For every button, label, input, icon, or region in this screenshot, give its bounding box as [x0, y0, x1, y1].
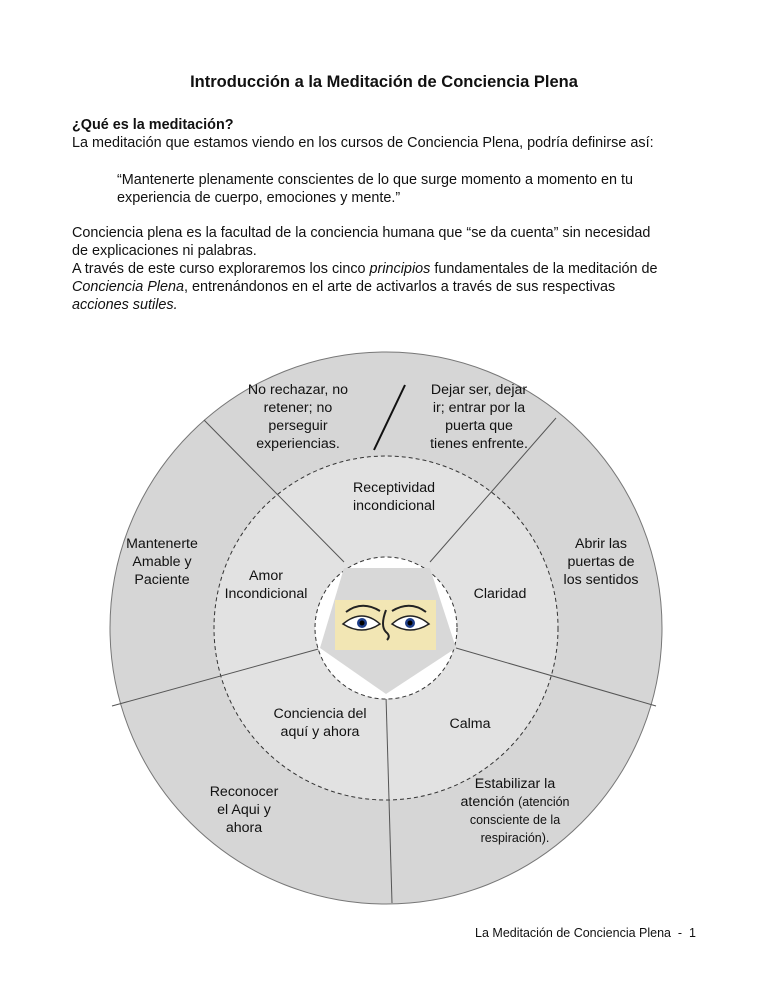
intro-text: La meditación que estamos viendo en los cursos de Conciencia Plena, podría definirse así: [72, 135, 654, 151]
paragraph-line: de explicaciones ni palabras. [72, 243, 257, 259]
outer-label-top-right: Dejar ser, dejar ir; entrar por la puerta que tienes enfrente. [430, 382, 528, 452]
quote-line: “Mantenerte plenamente conscientes de lo que surge momento a momento en tu [117, 172, 633, 188]
outer-label-left: Mantenerte Amable y Paciente [126, 536, 198, 588]
inner-label-right: Claridad [473, 586, 527, 602]
quote-line: experiencia de cuerpo, emociones y mente.” [117, 190, 401, 206]
inner-label-top: Receptividad incondicional [352, 480, 436, 514]
paragraph-line: Conciencia plena es la facultad de la conciencia humana que “se da cuenta” sin necesidad [72, 225, 651, 241]
inner-label-left: Amor Incondicional [224, 568, 308, 602]
outer-label-bottom-left: Reconocer el Aqui y ahora [209, 784, 279, 836]
paragraph-line: A través de este curso exploraremos los cinco principios fundamentales de la meditación de [72, 261, 658, 277]
inner-label-bottom-right: Calma [449, 716, 491, 732]
page-title: Introducción a la Meditación de Conciencia Plena [190, 73, 578, 91]
section-question: ¿Qué es la meditación? [72, 117, 234, 133]
page-footer: La Meditación de Conciencia Plena - 1 [475, 926, 696, 940]
outer-label-bottom-right: Estabilizar la atención (atención consciente de la respiración). [460, 776, 570, 845]
paragraph-line: Conciencia Plena, entrenándonos en el arte de activarlos a través de sus respectivas [72, 279, 616, 295]
outer-label-right: Abrir las puertas de los sentidos [563, 536, 639, 588]
emphasis: principios [369, 261, 431, 277]
inner-label-bottom-left: Conciencia del aquí y ahora [273, 706, 367, 740]
emphasis: acciones sutiles. [72, 297, 178, 313]
outer-label-top-left: No rechazar, no retener; no perseguir experiencias. [247, 382, 349, 452]
emphasis: Conciencia Plena [72, 279, 184, 295]
